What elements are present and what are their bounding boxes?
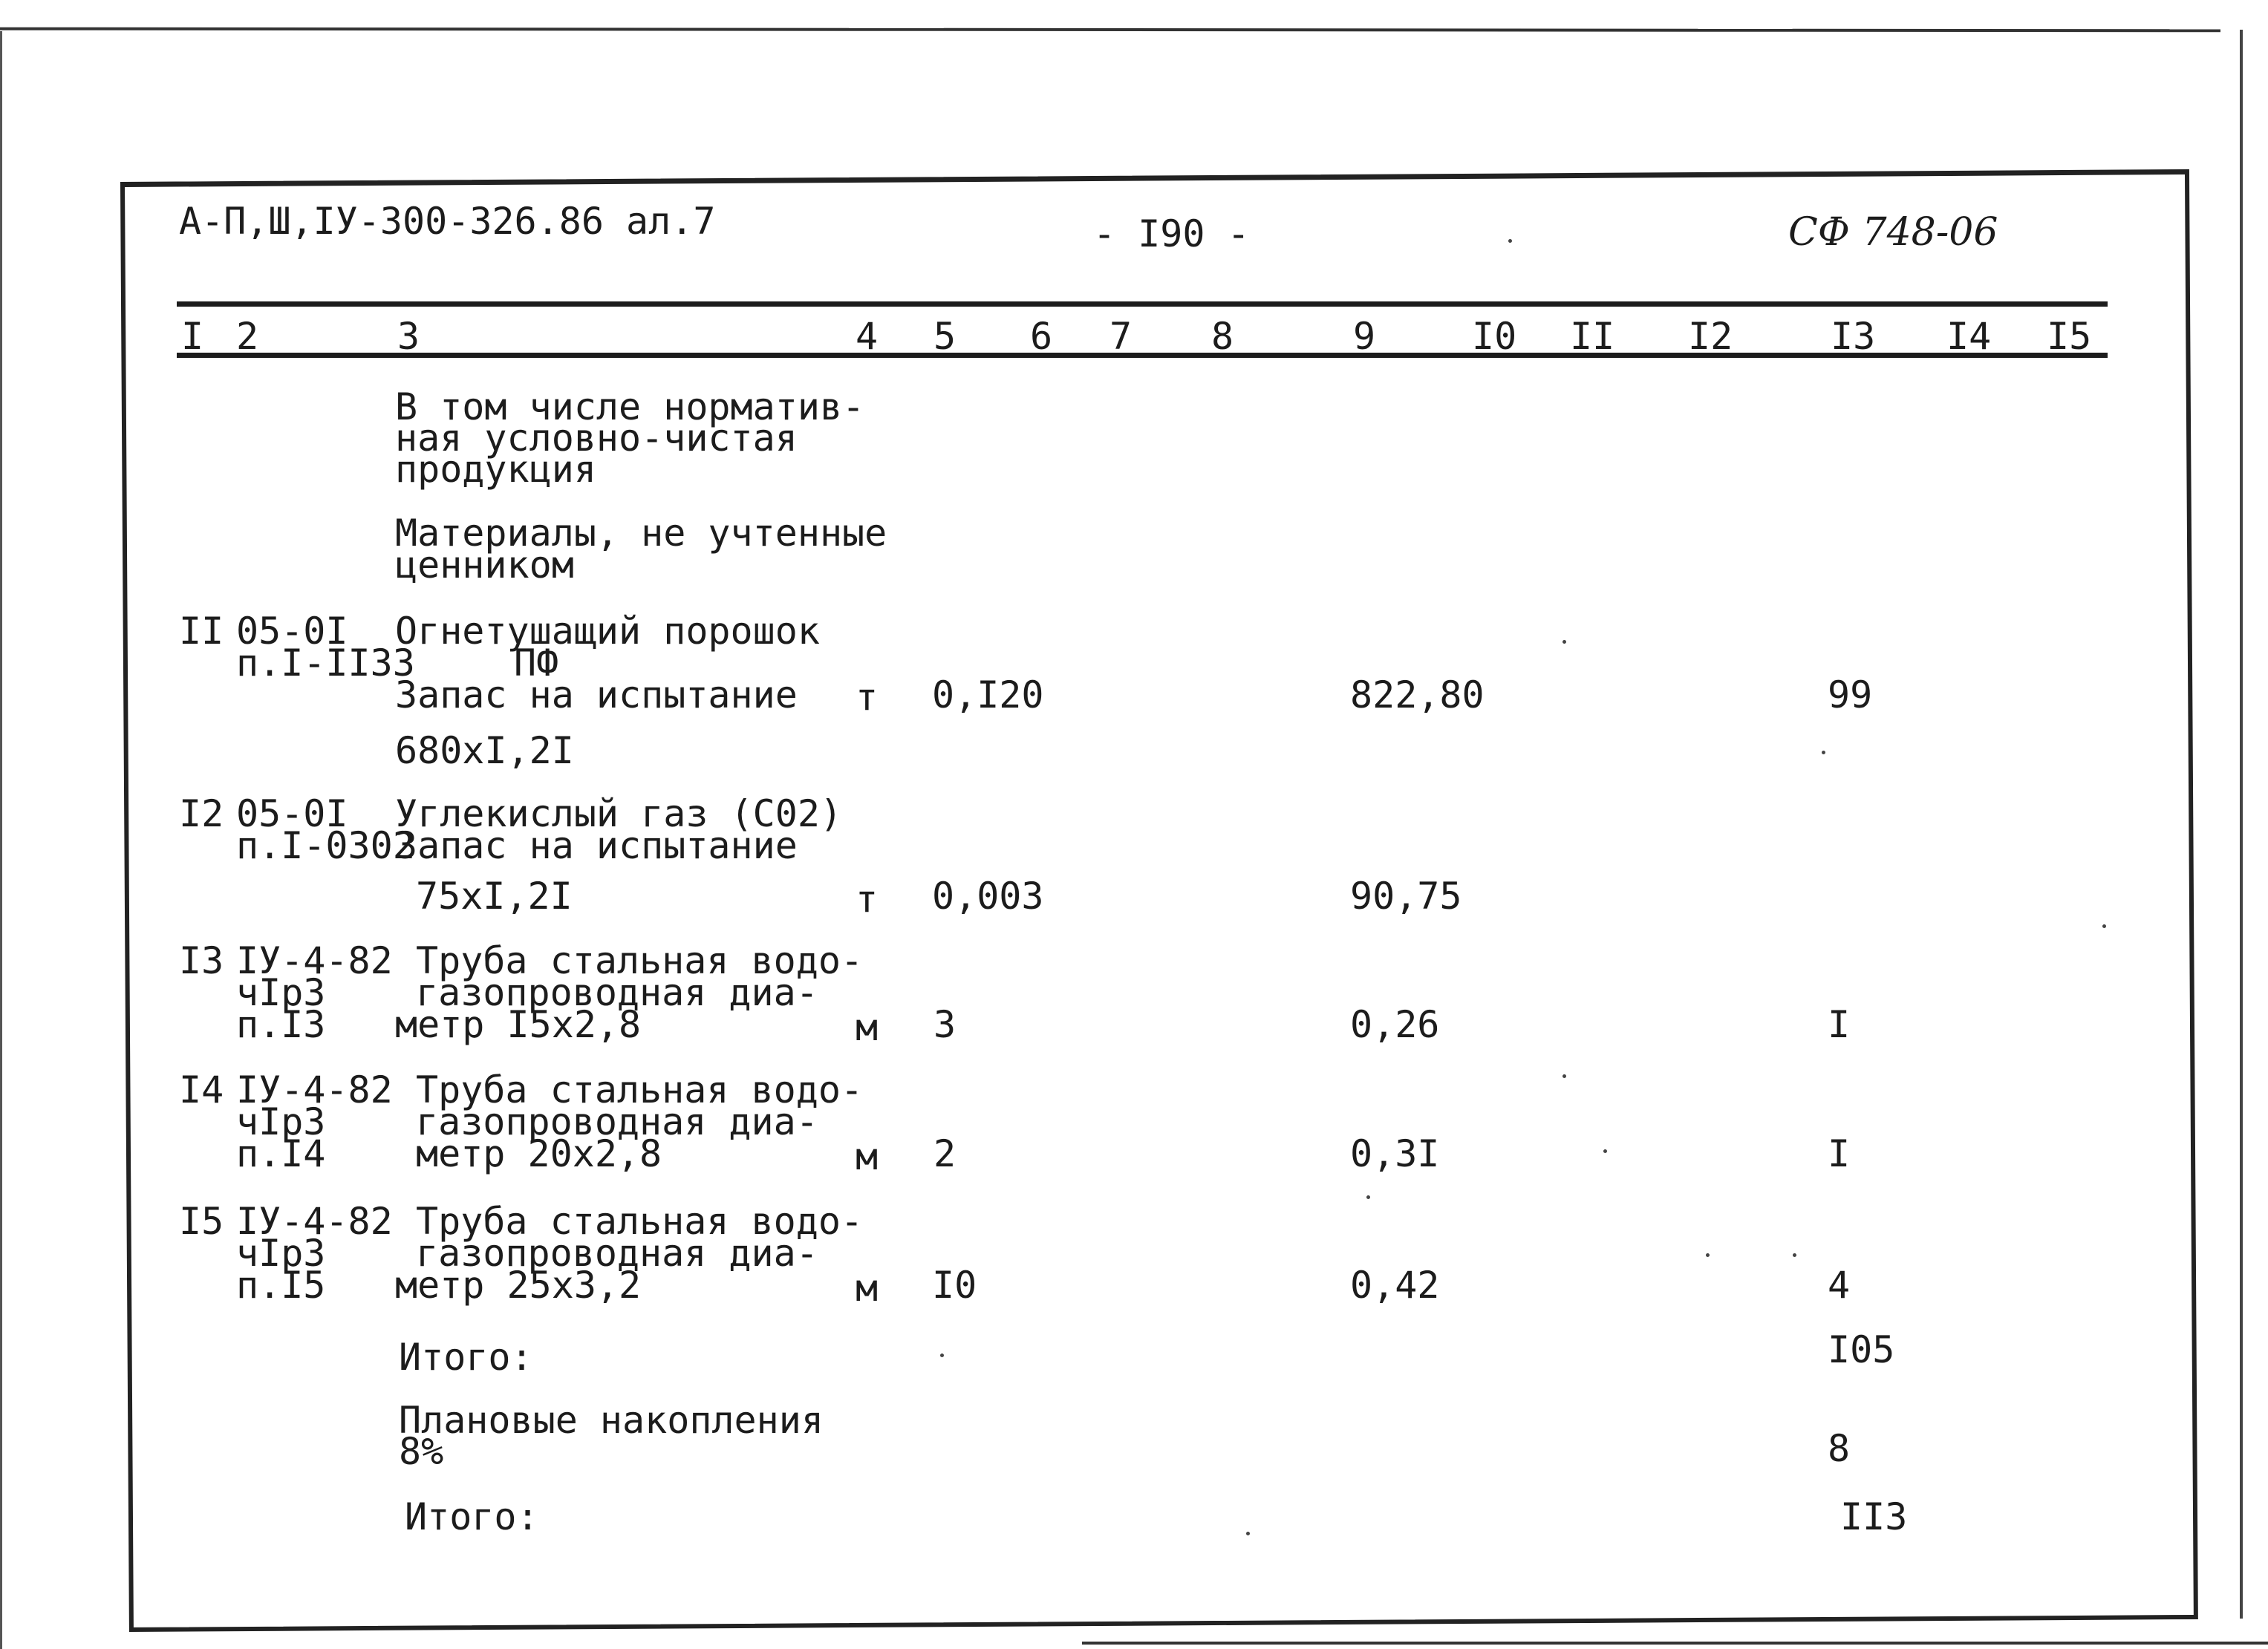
row-name: метр I5х2,8	[395, 1003, 642, 1046]
scan-speck	[1366, 1195, 1370, 1199]
row-price: 0,26	[1350, 1003, 1440, 1046]
row-name: Труба стальная водо-	[416, 1200, 864, 1243]
col-num-4: 4	[856, 315, 879, 358]
col-num-15: I5	[2047, 315, 2092, 358]
row-name: Огнетушащий порошок	[395, 610, 820, 653]
scan-speck	[1603, 1149, 1607, 1153]
scan-edge-bottom	[1082, 1642, 2268, 1645]
row-code: 05-0I	[236, 610, 348, 653]
row-calc: 680хI,2I	[395, 729, 574, 772]
row-number: I2	[179, 792, 224, 835]
row-code: 05-0I	[236, 792, 348, 835]
header-rule-top	[177, 301, 2108, 307]
row-name: Труба стальная водо-	[416, 939, 864, 982]
itogo-value: II3	[1840, 1495, 1908, 1538]
scan-edge-right	[2240, 30, 2243, 1619]
intro-line-1: В том числе норматив-	[395, 385, 865, 428]
col-num-5: 5	[933, 315, 957, 358]
row-sum: I	[1828, 1003, 1851, 1046]
row-name: Запас на испытание	[395, 673, 798, 716]
scan-speck	[1793, 1253, 1796, 1257]
row-number: I3	[179, 939, 224, 982]
planned-value: 8	[1828, 1427, 1851, 1470]
header-rule-bottom	[177, 353, 2108, 358]
intro-line-2: ная условно-чистая	[395, 417, 798, 460]
col-num-14: I4	[1946, 315, 1992, 358]
row-calc: 75хI,2I	[416, 875, 573, 918]
materials-line-2: ценником	[395, 543, 574, 587]
row-name: газопроводная диа-	[416, 1232, 818, 1275]
row-qty: 0,003	[932, 875, 1044, 918]
col-num-9: 9	[1353, 315, 1376, 358]
row-code: чIр3	[236, 1232, 326, 1275]
row-code: п.I-0302	[236, 824, 415, 867]
scan-speck	[1562, 1074, 1566, 1078]
row-sum: 99	[1828, 673, 1873, 716]
row-name: газопроводная диа-	[416, 1100, 818, 1143]
scan-speck	[1822, 751, 1825, 754]
row-qty: 0,I20	[932, 673, 1044, 716]
row-sum: I	[1828, 1132, 1851, 1175]
itogo-value: I05	[1828, 1328, 1895, 1371]
itogo-label: Итого:	[405, 1495, 539, 1538]
row-code: п.I3	[236, 1003, 326, 1046]
intro-line-3: продукция	[395, 448, 596, 491]
row-name: Труба стальная водо-	[416, 1068, 864, 1111]
scan-speck	[1706, 1253, 1710, 1257]
row-code: IУ-4-82	[236, 1200, 393, 1243]
row-code: чIр3	[236, 1100, 326, 1143]
row-unit: м	[856, 1135, 879, 1178]
row-code: IУ-4-82	[236, 939, 393, 982]
col-num-11: II	[1570, 315, 1615, 358]
row-number: II	[179, 610, 224, 653]
row-name: метр 25х3,2	[395, 1264, 642, 1307]
col-num-7: 7	[1109, 315, 1133, 358]
col-num-3: 3	[397, 315, 420, 358]
row-unit: т	[856, 676, 879, 719]
row-price: 90,75	[1350, 875, 1462, 918]
itogo-label: Итого:	[399, 1336, 533, 1379]
scan-speck	[940, 1354, 944, 1357]
row-price: 0,42	[1350, 1264, 1440, 1307]
row-qty: 3	[933, 1003, 957, 1046]
scan-speck	[1562, 640, 1566, 644]
row-code: п.I-II33	[236, 641, 415, 685]
planned-label: Плановые накопления	[399, 1399, 824, 1442]
document-code: А-П,Ш,IУ-300-326.86 ал.7	[179, 200, 716, 243]
row-number: I4	[179, 1068, 224, 1111]
scan-speck	[1508, 239, 1512, 243]
row-name: Углекислый газ (С02)	[395, 792, 843, 835]
row-sum: 4	[1828, 1264, 1851, 1307]
col-num-12: I2	[1688, 315, 1733, 358]
row-name: метр 20х2,8	[416, 1132, 662, 1175]
row-number: I5	[179, 1200, 224, 1243]
row-code: п.I5	[236, 1264, 326, 1307]
col-num-2: 2	[236, 315, 259, 358]
row-unit: т	[856, 878, 879, 921]
scan-speck	[2102, 924, 2106, 928]
col-num-8: 8	[1211, 315, 1234, 358]
row-unit: м	[856, 1267, 879, 1310]
row-code: п.I4	[236, 1132, 326, 1175]
col-num-1: I	[181, 315, 204, 358]
col-num-13: I3	[1831, 315, 1876, 358]
row-name: газопроводная диа-	[416, 971, 818, 1014]
row-price: 822,80	[1350, 673, 1485, 716]
scan-edge-left	[0, 31, 2, 1649]
col-num-10: I0	[1472, 315, 1517, 358]
row-name: Запас на испытание	[395, 824, 798, 867]
materials-line-1: Материалы, не учтенные	[395, 512, 887, 555]
row-qty: I0	[932, 1264, 977, 1307]
row-name: ПФ	[514, 641, 559, 685]
row-code: чIр3	[236, 971, 326, 1014]
col-num-6: 6	[1030, 315, 1053, 358]
row-unit: м	[856, 1006, 879, 1049]
row-price: 0,3I	[1350, 1132, 1440, 1175]
planned-percent: 8%	[399, 1430, 444, 1473]
scan-speck	[1246, 1532, 1250, 1535]
stamp-code: СФ 748-06	[1788, 210, 1998, 255]
page-number: - I90 -	[1093, 212, 1250, 255]
row-qty: 2	[933, 1132, 957, 1175]
scan-edge-top	[0, 27, 2220, 33]
row-code: IУ-4-82	[236, 1068, 393, 1111]
